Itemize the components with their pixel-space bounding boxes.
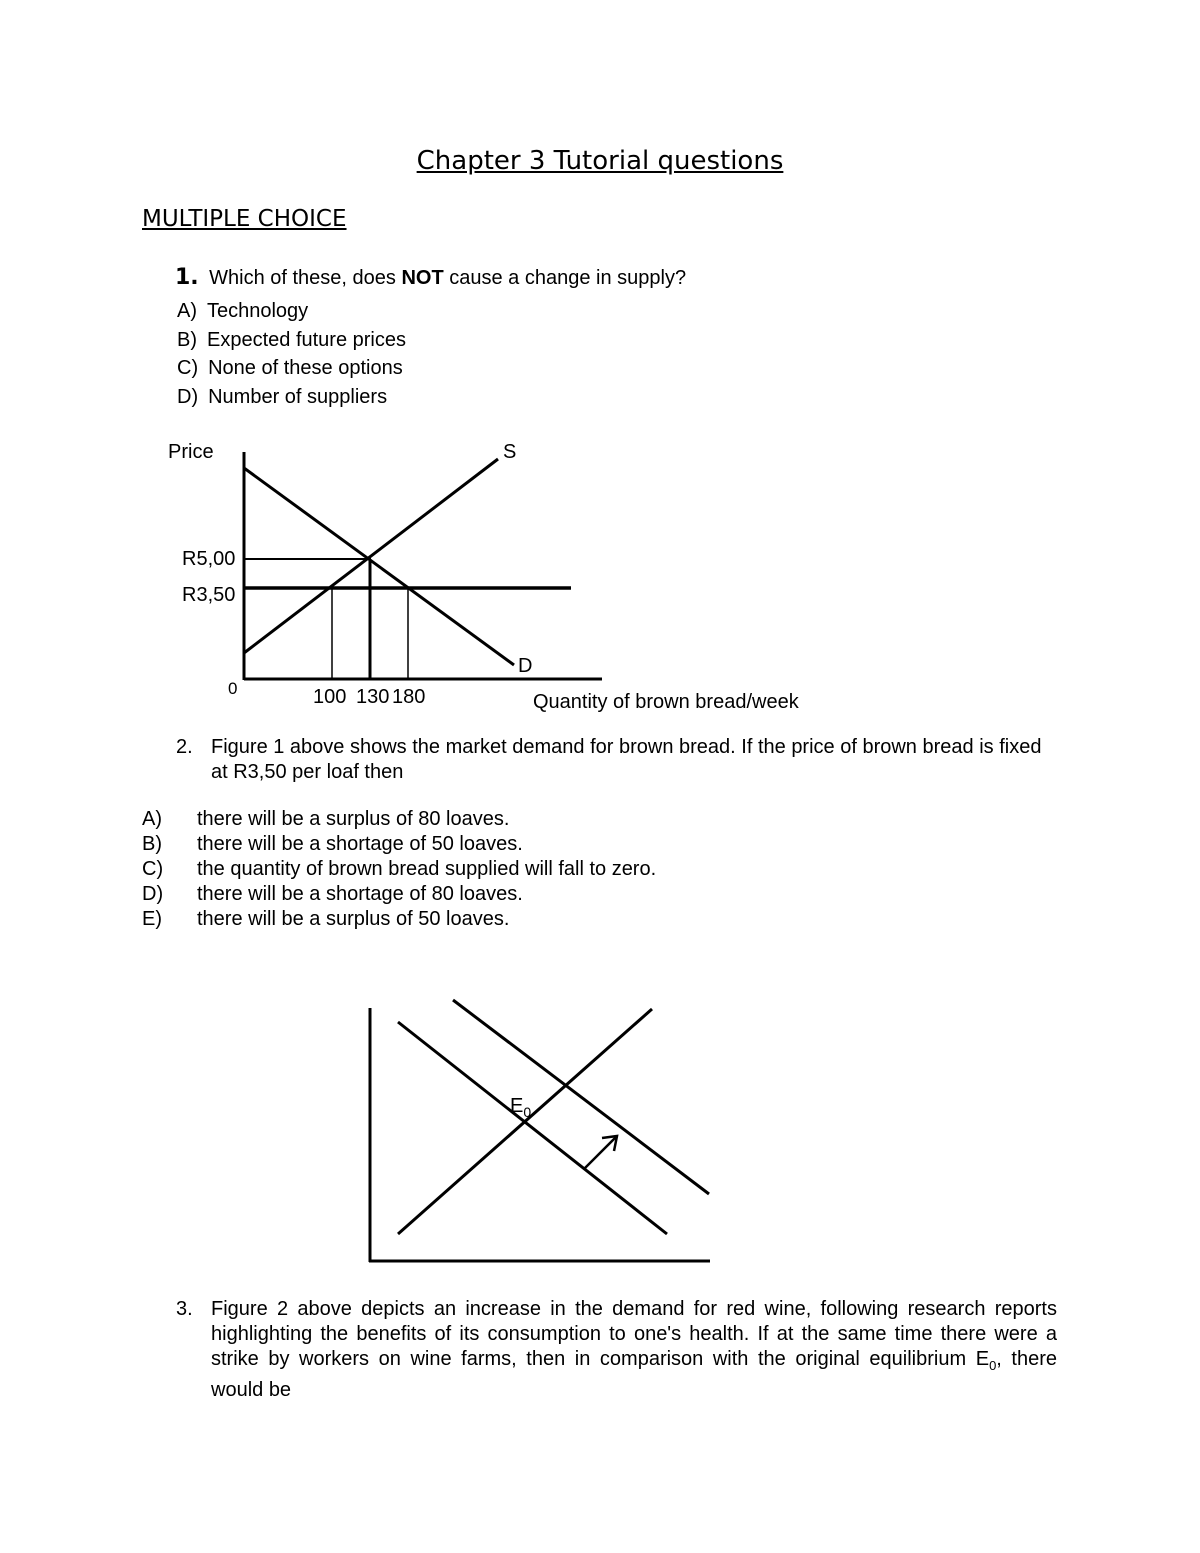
q1-option-c: C) None of these options — [177, 357, 403, 379]
q1-option-d: D) Number of suppliers — [177, 386, 388, 408]
fig1-demand-label: D — [518, 655, 533, 677]
fig1-q-label-180: 180 — [392, 686, 426, 708]
fig1-q-label-130: 130 — [356, 686, 390, 708]
q2-option-a: A) there will be a surplus of 80 loaves. — [142, 808, 510, 830]
fig1-price-label: Price — [168, 441, 214, 463]
fig1-price-low-label: R3,50 — [182, 584, 236, 606]
q2-option-e: E) there will be a surplus of 50 loaves. — [142, 908, 510, 930]
fig2-demand-curve-original — [398, 1022, 667, 1234]
fig2-equilibrium-label: $E_0$ — [510, 1095, 532, 1120]
figure-2 — [0, 990, 1200, 1270]
q2-option-b: B) there will be a shortage of 50 loaves. — [142, 833, 523, 855]
fig1-origin-label: 0 — [228, 679, 238, 698]
fig1-q-label-100: 100 — [313, 686, 347, 708]
fig1-quantity-label: Quantity of brown bread/week — [533, 691, 799, 713]
question-3-number: 3. — [176, 1298, 193, 1320]
q2-option-c: C) the quantity of brown bread supplied will fall to zero. — [142, 858, 657, 880]
figure-1 — [0, 430, 1200, 720]
page-title: Chapter 3 Tutorial questions — [416, 146, 784, 176]
question-1-text: Which of these, does NOT cause a change in supply? — [209, 267, 687, 289]
q1-option-b: B) Expected future prices — [177, 329, 406, 351]
q2-option-d: D) there will be a shortage of 80 loaves. — [142, 883, 523, 905]
section-heading: MULTIPLE CHOICE — [142, 206, 347, 232]
question-3 — [176, 1297, 1057, 1403]
question-1-number: 1. — [175, 265, 199, 290]
question-2-text: Figure 1 above shows the market demand for brown bread. If the price of brown bread is fixed at R3,50 per loaf then — [211, 736, 1042, 783]
question-2 — [176, 735, 1061, 785]
fig2-shift-arrow-icon — [585, 1136, 617, 1168]
question-3-text: Figure 2 above depicts an increase in the demand for red wine, following research reports highlighting the benefits of its consumption to one's health. If at the same time there were a strike by workers on wine farms, then in comparison with the original equilibrium $E_0$, there would be — [211, 1298, 1058, 1401]
fig1-price-high-label: R5,00 — [182, 548, 236, 570]
q1-option-a: A) Technology — [177, 300, 309, 322]
fig1-supply-label: S — [503, 441, 517, 463]
question-2-number: 2. — [176, 736, 193, 758]
question-1 — [175, 265, 686, 290]
fig1-demand-curve — [244, 468, 514, 665]
